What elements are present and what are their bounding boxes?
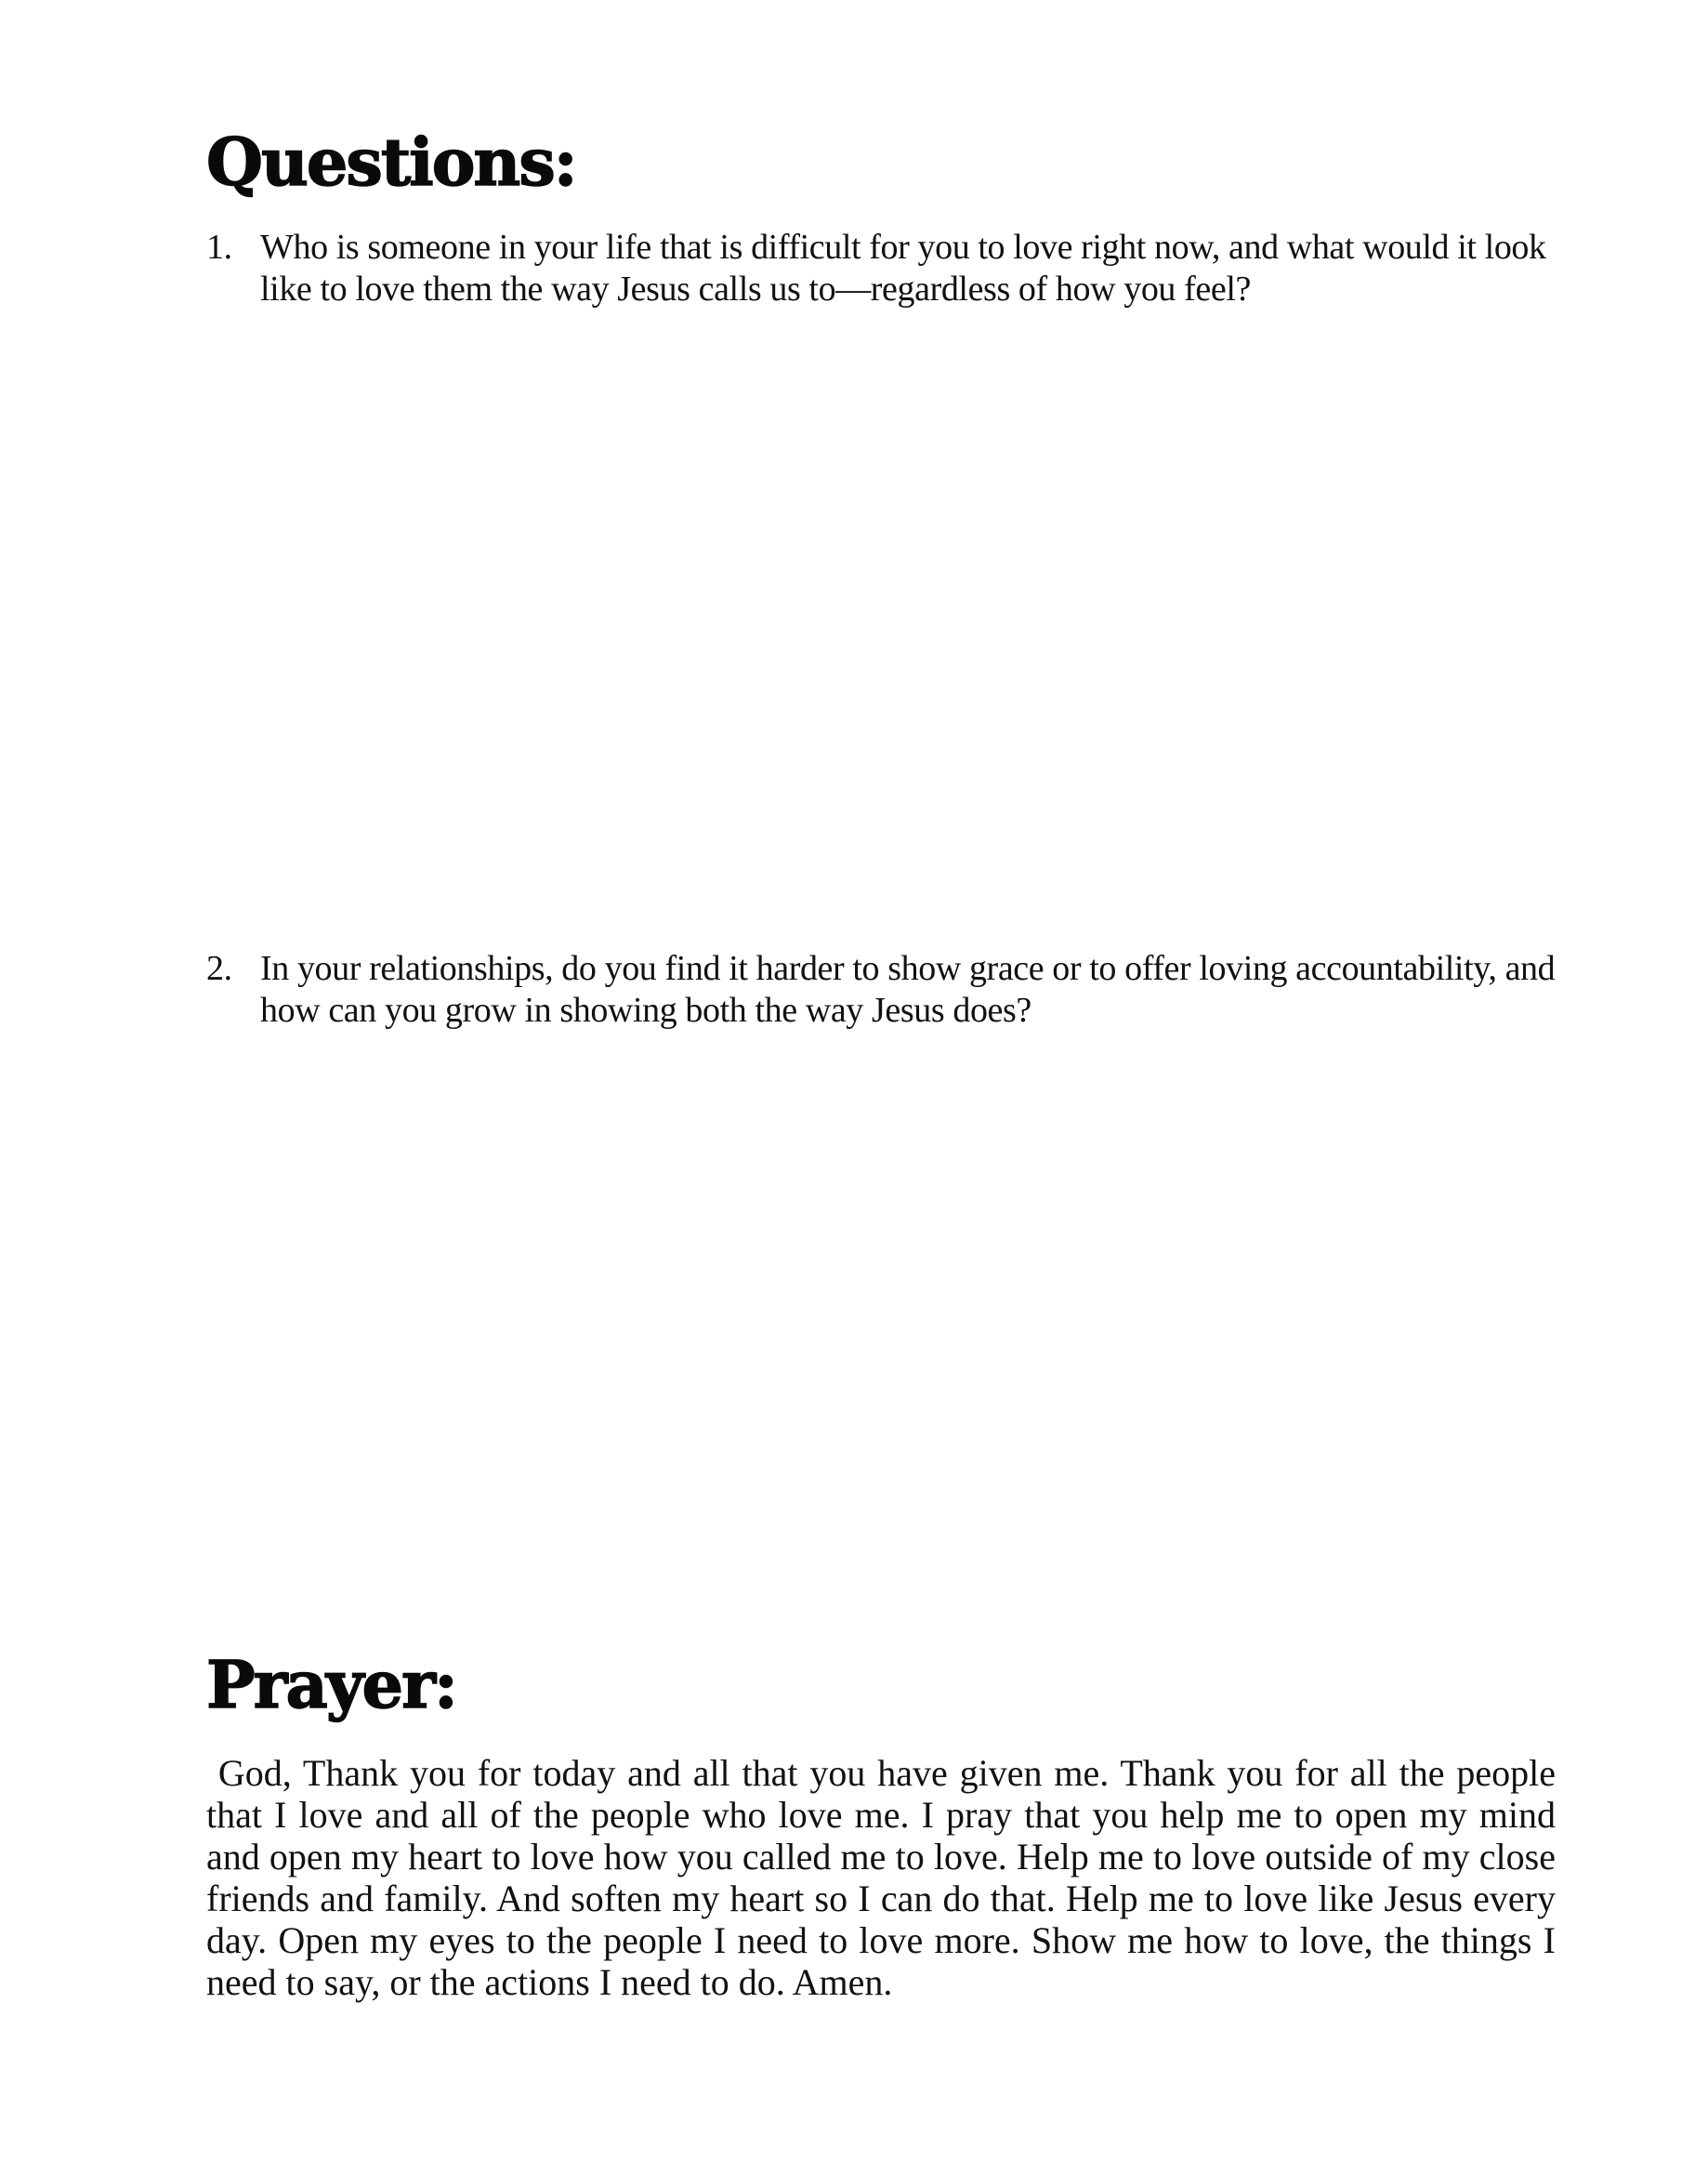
question-item: [206, 948, 1563, 1032]
questions-heading: Questions:: [206, 124, 576, 201]
question-number: 1.: [206, 228, 232, 267]
prayer-text: God, Thank you for today and all that you have given me. Thank you for all the people that I love and all of the people who love me. I pray that you help me to open my mind and open my heart to love how you called me to love. Help me to love outside of my close friends and family. And soften my heart so I can do that. Help me to love like Jesus every day. Open my eyes to the people I need to love more. Show me how to love, the things I need to say, or the actions I need to do. Amen.: [206, 1752, 1566, 2003]
question-text: In your relationships, do you find it harder to show grace or to offer loving accountability, and how can you grow in showing both the way Jesus does?: [260, 949, 1556, 1030]
question-item: [206, 227, 1563, 310]
question-text: Who is someone in your life that is difficult for you to love right now, and what would it look like to love them the way Jesus calls us to—regardless of how you feel?: [260, 228, 1546, 309]
prayer-heading: Prayer:: [206, 1646, 456, 1723]
question-number: 2.: [206, 949, 232, 988]
